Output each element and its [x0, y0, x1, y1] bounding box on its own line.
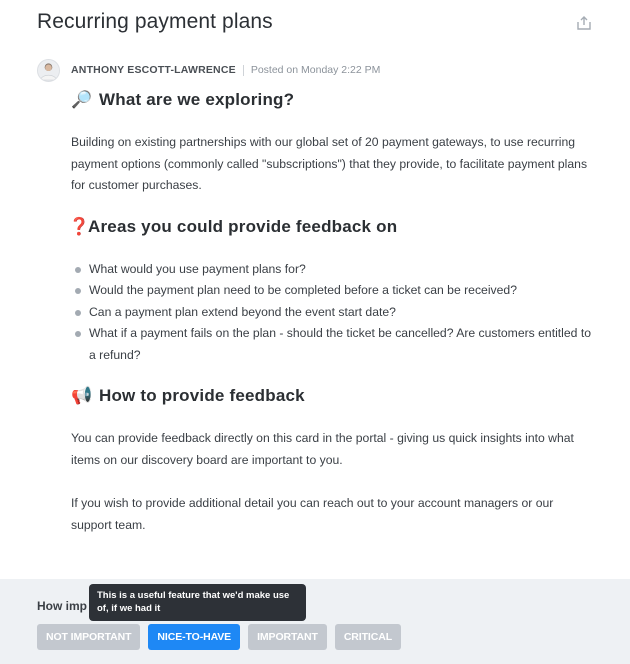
- list-item-text: What would you use payment plans for?: [89, 261, 306, 276]
- list-item: [71, 280, 596, 302]
- heading-text: What are we exploring?: [99, 90, 295, 109]
- rating-tooltip: This is a useful feature that we'd make use of, if we had it: [89, 584, 306, 621]
- list-item-text: Would the payment plan need to be completed before a ticket can be received?: [89, 283, 517, 297]
- question-icon: ❓: [68, 216, 91, 236]
- how-to-body-1: You can provide feedback directly on this card in the portal - giving us quick insights into what items on our discovery board are important to you.: [71, 431, 574, 467]
- section-heading-how-to: [71, 384, 596, 408]
- list-item: [71, 259, 596, 281]
- share-button[interactable]: [574, 13, 594, 33]
- list-item-text: Can a payment plan extend beyond the event start date?: [89, 304, 396, 319]
- divider: [243, 65, 244, 76]
- rating-nice-to-have-button[interactable]: NICE-TO-HAVE: [148, 624, 240, 650]
- list-item: [71, 323, 596, 366]
- avatar: [37, 59, 60, 82]
- author-name[interactable]: ANTHONY ESCOTT-LAWRENCE: [71, 64, 236, 76]
- section-heading-exploring: [71, 88, 596, 112]
- posted-timestamp: Posted on Monday 2:22 PM: [250, 64, 381, 76]
- author-row: [37, 58, 380, 82]
- feedback-areas-list: [71, 259, 596, 367]
- magnifier-icon: 🔎: [71, 90, 93, 109]
- megaphone-icon: 📢: [71, 386, 93, 405]
- card-content: [68, 88, 596, 536]
- bullet: [75, 331, 81, 337]
- rating-important-button[interactable]: IMPORTANT: [248, 624, 327, 650]
- list-item-text: What if a payment fails on the plan - should the ticket be cancelled? Are customers entitled to a refund?: [89, 326, 591, 362]
- heading-text: How to provide feedback: [99, 386, 305, 405]
- list-item: [71, 302, 596, 324]
- share-icon: [576, 15, 592, 31]
- bullet: [75, 288, 81, 294]
- rating-not-important-button[interactable]: NOT IMPORTANT: [37, 624, 140, 650]
- bullet: [75, 310, 81, 316]
- bullet: [75, 267, 81, 273]
- rating-critical-button[interactable]: CRITICAL: [335, 624, 401, 650]
- rating-label: How imp: [37, 599, 87, 613]
- exploring-body: Building on existing partnerships with our global set of 20 payment gateways, to use recurring payment options (commonly called "subscriptions") that they provide, to facilitate payment plans for customer purchases.: [71, 135, 588, 192]
- user-avatar-icon: [38, 59, 59, 81]
- section-heading-feedback-areas: [68, 215, 596, 239]
- how-to-body-2: If you wish to provide additional detail you can reach out to your account managers or our support team.: [71, 496, 554, 532]
- rating-options: [37, 624, 401, 650]
- heading-text: Areas you could provide feedback on: [88, 216, 398, 236]
- page-title: Recurring payment plans: [37, 10, 273, 33]
